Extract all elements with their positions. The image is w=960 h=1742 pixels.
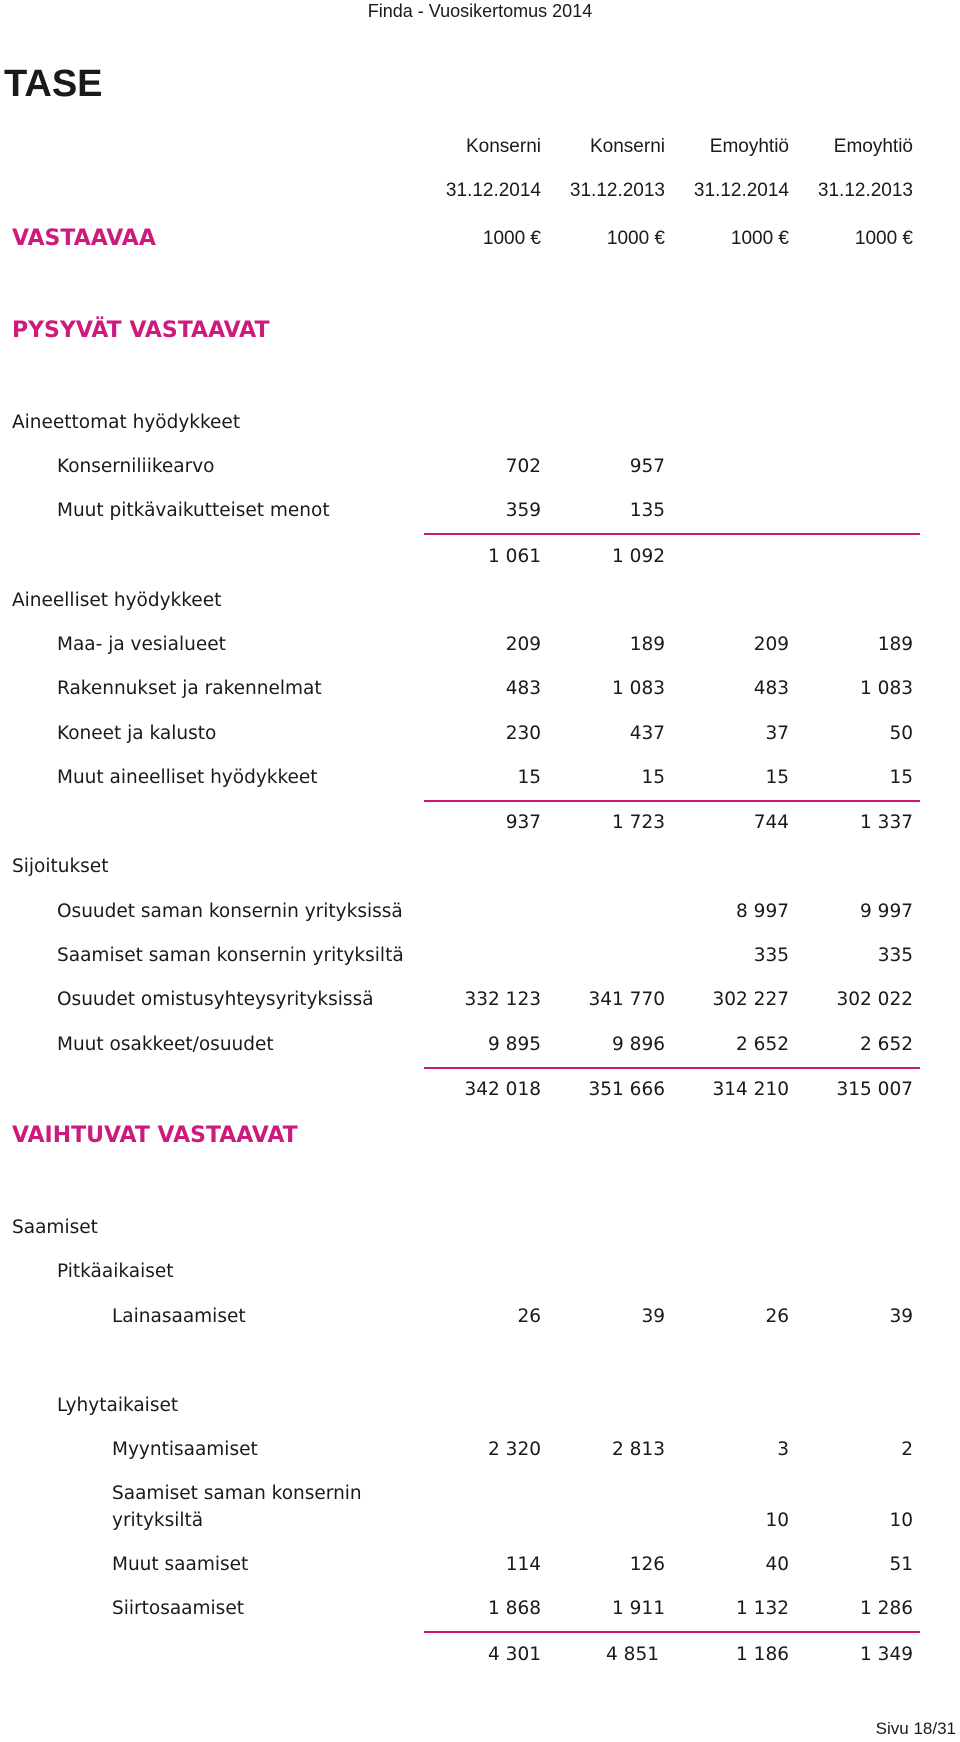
cell-value: 332 123 — [464, 989, 541, 1010]
cell-value: 351 666 — [588, 1079, 665, 1100]
group-label: Saamiset — [12, 1217, 98, 1238]
subtotal-row — [0, 1076, 960, 1104]
cell-value: 126 — [629, 1554, 665, 1575]
column-unit-row — [0, 225, 960, 253]
row-label: Siirtosaamiset — [112, 1598, 244, 1619]
cell-value: 483 — [753, 678, 789, 699]
cell-value: 335 — [753, 945, 789, 966]
subtotal-rule — [424, 800, 920, 802]
column-entity: Konserni — [590, 136, 665, 157]
column-unit: 1000 € — [730, 228, 789, 249]
cell-value: 315 007 — [836, 1079, 913, 1100]
table-row — [0, 497, 960, 525]
report-header: Finda - Vuosikertomus 2014 — [367, 1, 593, 21]
page-number: Sivu 18/31 — [875, 1719, 956, 1738]
cell-value: 51 — [889, 1554, 913, 1575]
cell-value: 744 — [753, 812, 789, 833]
table-row — [0, 453, 960, 481]
group-heading — [0, 587, 960, 615]
page-title: TASE — [4, 63, 103, 105]
column-entity: Emoyhtiö — [833, 136, 913, 157]
cell-value: 9 896 — [612, 1034, 665, 1055]
cell-value: 50 — [889, 723, 913, 744]
cell-value: 10 — [889, 1510, 913, 1531]
section-vastaavaa: VASTAAVAA — [12, 226, 156, 251]
table-row — [0, 898, 960, 926]
group-label: Aineettomat hyödykkeet — [12, 412, 241, 433]
table-row — [0, 631, 960, 659]
row-label: Saamiset saman konsernin yrityksiltä — [57, 945, 404, 966]
cell-value: 342 018 — [464, 1079, 541, 1100]
table-row — [0, 675, 960, 703]
cell-value: 2 320 — [488, 1439, 541, 1460]
cell-value: 2 — [901, 1439, 913, 1460]
cell-value: 15 — [765, 767, 789, 788]
cell-value: 1 092 — [612, 546, 665, 567]
row-label: Osuudet saman konsernin yrityksissä — [57, 901, 403, 922]
subtotal-row — [0, 543, 960, 571]
column-unit: 1000 € — [606, 228, 665, 249]
row-label: Saamiset saman konsernin — [112, 1483, 362, 1504]
cell-value: 483 — [505, 678, 541, 699]
row-label: Konserniliikearvo — [57, 456, 215, 477]
group-heading — [0, 409, 960, 437]
cell-value: 15 — [517, 767, 541, 788]
table-row — [0, 1507, 960, 1535]
row-label: Rakennukset ja rakennelmat — [57, 678, 322, 699]
cell-value: 1 061 — [488, 546, 541, 567]
subtotal-rule — [424, 533, 920, 535]
cell-value: 189 — [877, 634, 913, 655]
cell-value: 341 770 — [588, 989, 665, 1010]
column-date: 31.12.2014 — [693, 180, 789, 201]
cell-value: 4 851 — [606, 1644, 659, 1665]
subgroup-heading — [0, 1258, 960, 1286]
cell-value: 189 — [629, 634, 665, 655]
cell-value: 209 — [505, 634, 541, 655]
cell-value: 2 652 — [736, 1034, 789, 1055]
column-unit: 1000 € — [482, 228, 541, 249]
column-date: 31.12.2013 — [569, 180, 665, 201]
subtotal-row — [0, 1641, 960, 1669]
cell-value: 1 723 — [612, 812, 665, 833]
cell-value: 15 — [889, 767, 913, 788]
cell-value: 9 895 — [488, 1034, 541, 1055]
cell-value: 302 022 — [836, 989, 913, 1010]
cell-value: 40 — [765, 1554, 789, 1575]
cell-value: 359 — [505, 500, 541, 521]
cell-value: 2 652 — [860, 1034, 913, 1055]
subtotal-rule — [424, 1631, 920, 1633]
cell-value: 2 813 — [612, 1439, 665, 1460]
cell-value: 230 — [505, 723, 541, 744]
table-row — [0, 1303, 960, 1331]
table-row — [0, 1551, 960, 1579]
cell-value: 314 210 — [712, 1079, 789, 1100]
cell-value: 4 301 — [488, 1644, 541, 1665]
cell-value: 37 — [765, 723, 789, 744]
cell-value: 1 868 — [488, 1598, 541, 1619]
cell-value: 1 911 — [612, 1598, 665, 1619]
cell-value: 15 — [641, 767, 665, 788]
table-row — [0, 986, 960, 1014]
row-label: Muut osakkeet/osuudet — [57, 1034, 274, 1055]
cell-value: 1 083 — [612, 678, 665, 699]
cell-value: 39 — [889, 1306, 913, 1327]
cell-value: 135 — [629, 500, 665, 521]
cell-value: 209 — [753, 634, 789, 655]
table-row — [0, 942, 960, 970]
subtotal-row — [0, 809, 960, 837]
row-label: Muut aineelliset hyödykkeet — [57, 767, 318, 788]
table-row — [0, 720, 960, 748]
cell-value: 39 — [641, 1306, 665, 1327]
cell-value: 1 132 — [736, 1598, 789, 1619]
table-row — [0, 1480, 960, 1508]
cell-value: 26 — [517, 1306, 541, 1327]
row-label: Koneet ja kalusto — [57, 723, 217, 744]
column-entity-row — [0, 133, 960, 161]
subgroup-label: Pitkäaikaiset — [57, 1261, 174, 1282]
cell-value: 8 997 — [736, 901, 789, 922]
column-date: 31.12.2013 — [817, 180, 913, 201]
cell-value: 114 — [505, 1554, 541, 1575]
section-pysyvat: PYSYVÄT VASTAAVAT — [12, 318, 270, 343]
row-label: Muut pitkävaikutteiset menot — [57, 500, 330, 521]
group-label: Sijoitukset — [12, 856, 109, 877]
column-unit: 1000 € — [854, 228, 913, 249]
cell-value: 937 — [505, 812, 541, 833]
row-label: Lainasaamiset — [112, 1306, 246, 1327]
cell-value: 437 — [629, 723, 665, 744]
cell-value: 9 997 — [860, 901, 913, 922]
subgroup-heading — [0, 1392, 960, 1420]
cell-value: 302 227 — [712, 989, 789, 1010]
row-label: yrityksiltä — [112, 1510, 204, 1531]
row-label: Muut saamiset — [112, 1554, 249, 1575]
section-pysyvat-row — [0, 317, 960, 345]
column-entity: Konserni — [466, 136, 541, 157]
column-date: 31.12.2014 — [445, 180, 541, 201]
cell-value: 1 286 — [860, 1598, 913, 1619]
section-vaihtuvat-row — [0, 1122, 960, 1150]
table-row — [0, 1031, 960, 1059]
table-row — [0, 1595, 960, 1623]
subgroup-label: Lyhytaikaiset — [57, 1395, 179, 1416]
cell-value: 335 — [877, 945, 913, 966]
table-row — [0, 764, 960, 792]
group-heading — [0, 853, 960, 881]
cell-value: 10 — [765, 1510, 789, 1531]
cell-value: 957 — [629, 456, 665, 477]
row-label: Myyntisaamiset — [112, 1439, 258, 1460]
cell-value: 1 349 — [860, 1644, 913, 1665]
group-label: Aineelliset hyödykkeet — [12, 590, 222, 611]
cell-value: 1 337 — [860, 812, 913, 833]
table-row — [0, 1436, 960, 1464]
cell-value: 26 — [765, 1306, 789, 1327]
cell-value: 1 083 — [860, 678, 913, 699]
cell-value: 3 — [777, 1439, 789, 1460]
subtotal-rule — [424, 1067, 920, 1069]
section-vaihtuvat: VAIHTUVAT VASTAAVAT — [12, 1123, 298, 1148]
row-label: Osuudet omistusyhteysyrityksissä — [57, 989, 374, 1010]
row-label: Maa- ja vesialueet — [57, 634, 226, 655]
cell-value: 702 — [505, 456, 541, 477]
column-entity: Emoyhtiö — [709, 136, 789, 157]
group-heading — [0, 1214, 960, 1242]
column-date-row — [0, 177, 960, 205]
cell-value: 1 186 — [736, 1644, 789, 1665]
